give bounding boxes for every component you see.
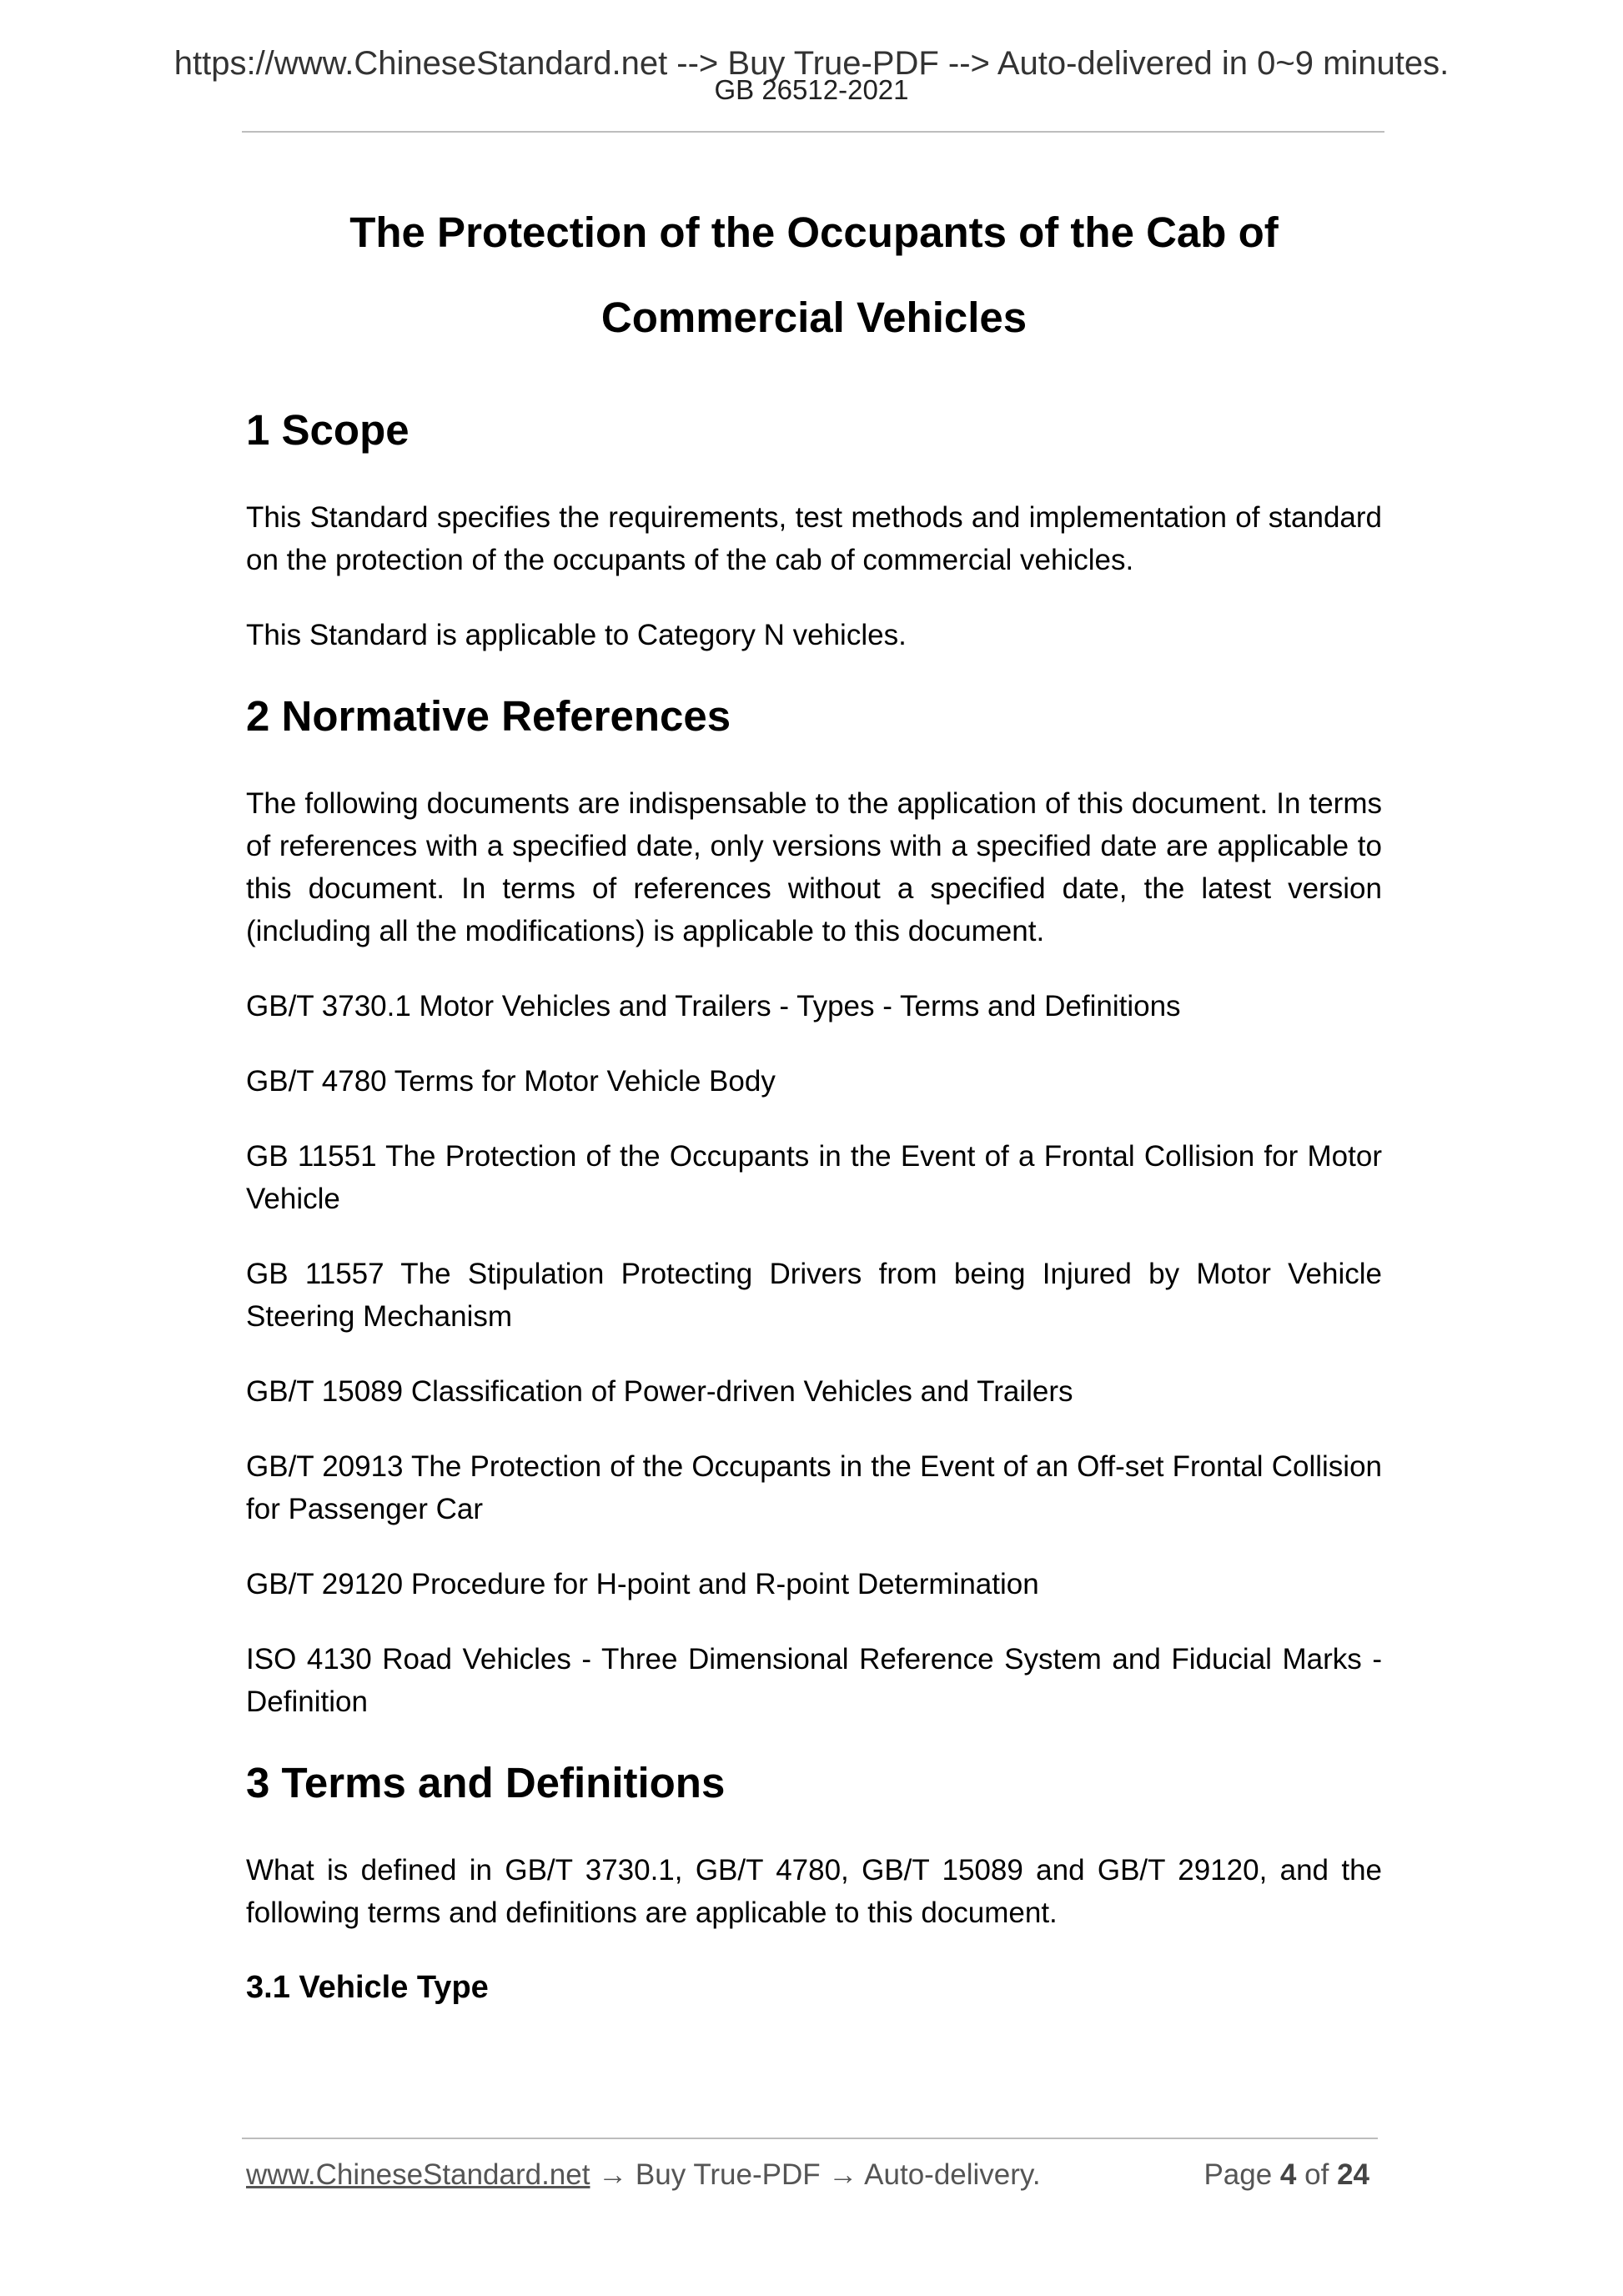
- reference-item: GB/T 4780 Terms for Motor Vehicle Body: [246, 1065, 776, 1098]
- reference-item: GB/T 3730.1 Motor Vehicles and Trailers - Types - Terms and Definitions: [246, 990, 1181, 1022]
- scope-paragraph-1: This Standard specifies the requirements, test methods and implementation of standard on the protection of the occupants of the cab of commercial vehicles.: [246, 501, 1382, 576]
- footer-tagline: → Buy True-PDF → Auto-delivery.: [590, 2158, 1041, 2191]
- reference-item: GB/T 15089 Classification of Power-driven Vehicles and Trailers: [246, 1375, 1073, 1408]
- header-divider: [242, 131, 1384, 133]
- page-of-label: of: [1304, 2158, 1329, 2191]
- normative-intro-paragraph: The following documents are indispensable to the application of this document. In terms of references with a specified date, only versions with a specified date are applicable to this document. In terms of references without a specified date, the latest version (including all the modifications) is applicable to this document.: [246, 787, 1382, 947]
- reference-item: ISO 4130 Road Vehicles - Three Dimensional Reference System and Fiducial Marks - Definition: [246, 1643, 1382, 1718]
- footer-divider: [242, 2138, 1378, 2139]
- terms-intro-paragraph: What is defined in GB/T 3730.1, GB/T 4780, GB/T 15089 and GB/T 29120, and the following terms and definitions are applicable to this document.: [246, 1854, 1382, 1929]
- page-current: 4: [1279, 2158, 1297, 2191]
- document-title-line-1: The Protection of the Occupants of the Cab of: [349, 208, 1279, 256]
- document-title-line-2: Commercial Vehicles: [600, 294, 1028, 341]
- top-banner: https://www.ChineseStandard.net --> Buy True-PDF --> Auto-delivered in 0~9 minutes.: [173, 45, 1450, 82]
- scope-paragraph-2: This Standard is applicable to Category N vehicles.: [246, 619, 907, 651]
- page-label: Page: [1203, 2158, 1273, 2191]
- page-total: 24: [1337, 2158, 1369, 2191]
- section-heading-normative-references: 2 Normative References: [246, 692, 731, 740]
- footer-left: [246, 2156, 1041, 2194]
- reference-item: GB 11551 The Protection of the Occupants in the Event of a Frontal Collision for Motor Vehicle: [246, 1140, 1382, 1215]
- section-heading-terms-and-definitions: 3 Terms and Definitions: [246, 1759, 726, 1806]
- document-title: [246, 190, 1382, 360]
- subsection-heading-vehicle-type: 3.1 Vehicle Type: [246, 1970, 489, 2005]
- document-body: [246, 190, 1382, 2007]
- standard-code: GB 26512-2021: [714, 74, 909, 105]
- footer-site-link[interactable]: www.ChineseStandard.net: [246, 2158, 590, 2191]
- reference-item: GB/T 20913 The Protection of the Occupants in the Event of an Off-set Frontal Collision for Passenger Car: [246, 1450, 1382, 1525]
- section-heading-scope: 1 Scope: [246, 406, 410, 454]
- reference-item: GB 11557 The Stipulation Protecting Drivers from being Injured by Motor Vehicle Steering Mechanism: [246, 1258, 1382, 1333]
- reference-item: GB/T 29120 Procedure for H-point and R-point Determination: [246, 1568, 1039, 1600]
- page-number: [1203, 2156, 1369, 2194]
